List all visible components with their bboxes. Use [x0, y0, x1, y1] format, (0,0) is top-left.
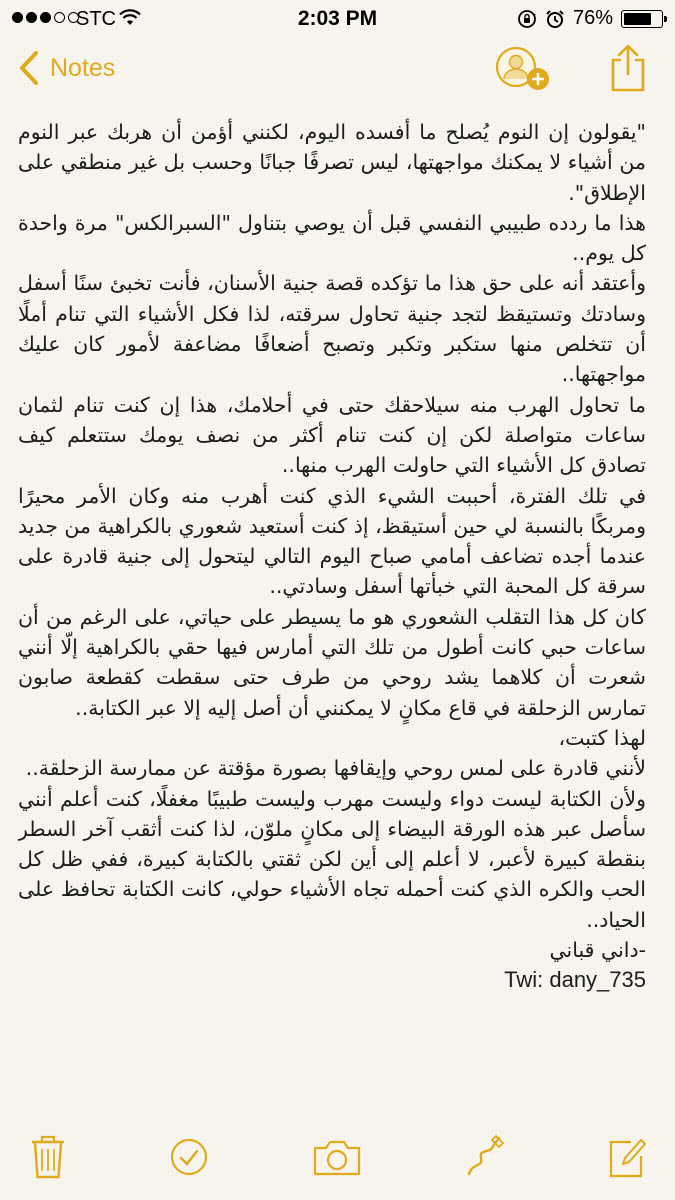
note-paragraph: ما تحاول الهرب منه سيلاحقك حتى في أحلامك، هذا إن كنت تنام لثمان ساعات متواصلة لكن إن كنت تنام أكثر من نصف يومك ستتعلم كيف تصادق كل الأشياء التي حاولت الهرب منها..: [18, 392, 646, 478]
camera-icon[interactable]: [312, 1134, 362, 1180]
rotation-lock-icon: [517, 9, 537, 29]
alarm-icon: [545, 9, 565, 29]
note-paragraph: "يقولون إن النوم يُصلح ما أفسده اليوم، لكنني أؤمن أن هربك عبر النوم من أشياء لا يمكنك مواجهتها، ليس تصرفًا جبانًا وحسب بل غير منطقي على الإطلاق".: [18, 120, 646, 205]
back-to-notes-button[interactable]: [18, 50, 115, 86]
battery-icon: [621, 10, 663, 28]
note-signature: -داني قباني: [549, 938, 646, 963]
note-paragraph: ولأن الكتابة ليست دواء وليست مهرب وليست طبيبًا مغفلًا، كنت أعلم أنني سأصل عبر هذه الورقة البيضاء إلى مكانٍ ملوّن، لذا كنت أثقب آخر السطر بنقطة كبيرة لأعبر، لا أعلم إلى أين لكن ثقتي بالكتابة كبيرة، ففي ظل كل الحب والكره الذي كنت أحمله تجاه الأشياء حولي، كانت الكتابة تحافظ على الحياد..: [18, 786, 646, 932]
sketch-icon[interactable]: [463, 1134, 507, 1180]
note-twitter-handle: Twi: dany_735: [504, 967, 646, 993]
compose-icon[interactable]: [607, 1134, 647, 1180]
checklist-icon[interactable]: [169, 1134, 209, 1180]
bottom-toolbar: [0, 1128, 675, 1200]
note-paragraph: كان كل هذا التقلب الشعوري هو ما يسيطر على حياتي، على الرغم من أن ساعات حبي كانت أطول من تلك التي أمارس فيها حقي بالكراهية إلّا أنني شعرت أن كلاهما يشد روحي من طرف حتى سقطت كقطعة صابون تمارس الزحلقة في قاع مكانٍ لا يمكنني أن أصل إليه إلا عبر الكتابة..: [18, 604, 646, 720]
carrier-name: STC: [76, 8, 116, 30]
trash-icon[interactable]: [30, 1134, 66, 1180]
battery-percent: 76%: [572, 7, 613, 29]
share-button[interactable]: [608, 44, 648, 94]
navigation-bar: [0, 40, 675, 102]
add-people-button[interactable]: [494, 45, 556, 97]
back-button-label: Notes: [50, 53, 116, 82]
note-paragraph: هذا ما ردده طبيبي النفسي قبل أن يوصي بتناول "السبرالكس" مرة واحدة كل يوم..: [18, 210, 646, 266]
battery-fill: [624, 13, 651, 25]
note-paragraph: لهذا كتبت،: [558, 725, 646, 750]
status-right-group: [517, 7, 663, 30]
status-time: 2:03 PM: [297, 7, 378, 30]
chevron-left-icon: [18, 50, 40, 86]
note-body-text[interactable]: [18, 117, 646, 1097]
note-paragraph: في تلك الفترة، أحببت الشيء الذي كنت أهرب منه وكان الأمر محيرًا ومربكًا بالنسبة لي حين أستيقظ، إذ كنت أستعيد شعوري بالكراهية من جديد عندما أجده تضاعف أمامي صباح اليوم التالي ليتحول إلى جنية قادرة على سرقة كل المحبة التي خبأتها أسفل وسادتي..: [18, 483, 646, 599]
note-paragraph: لأنني قادرة على لمس روحي وإيقافها بصورة مؤقتة عن ممارسة الزحلقة..: [25, 756, 646, 781]
status-bar: [0, 0, 675, 40]
note-paragraph: وأعتقد أنه على حق هذا ما تؤكده قصة جنية الأسنان، فأنت تخبئ سنًا أسفل وسادتك وتستيقظ لتجد جنية تحاول سرقته، لذا فكل الأشياء التي تنام أملًا أن تتخلص منها ستكبر وتكبر وتصبح أضعافًا مضاعفة لأمور كان عليك مواجهتها..: [18, 271, 646, 387]
